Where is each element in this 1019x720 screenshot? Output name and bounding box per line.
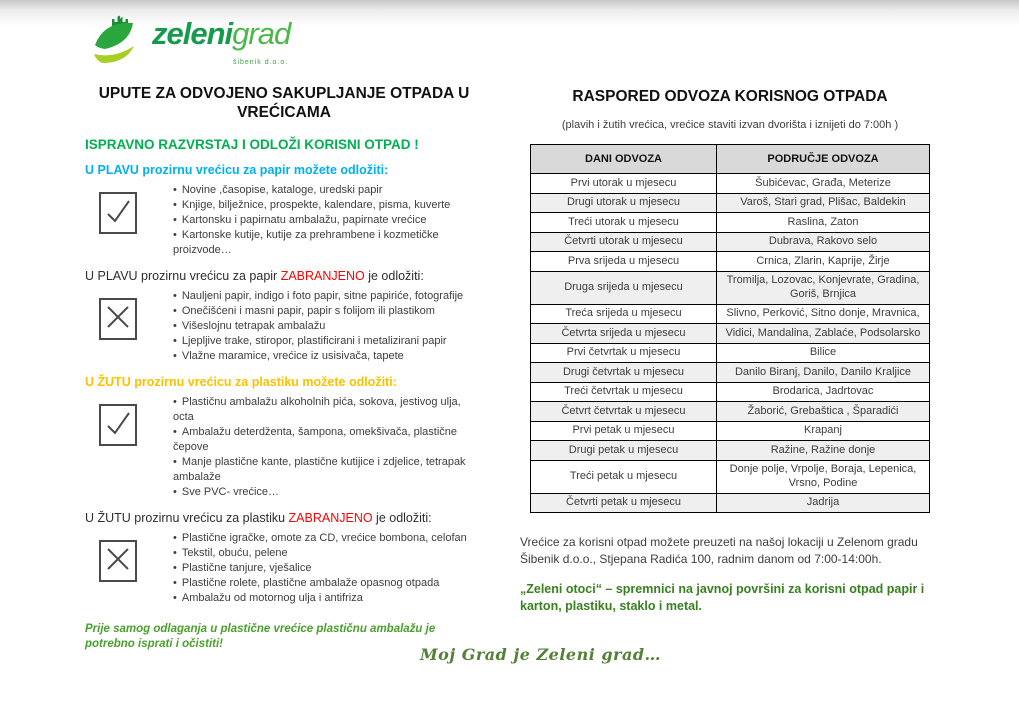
schedule-subtitle: (plavih i žutih vrećica, vrećice staviti izvan dvorišta i iznijeti do 7:00h ) <box>561 119 899 131</box>
instructions-title: UPUTE ZA ODVOJENO SAKUPLJANJE OTPADA U VREĆICAMA <box>98 85 470 121</box>
area-cell: Krapanj <box>717 421 930 441</box>
blue-bag-forbidden-section <box>85 269 483 364</box>
list-item: • Plastične tanjure, vješalice <box>173 561 467 576</box>
day-cell: Treći petak u mjesecu <box>531 460 717 493</box>
day-cell: Prva srijeda u mjesecu <box>531 252 717 272</box>
day-cell: Četvrta srijeda u mjesecu <box>531 324 717 344</box>
schedule-title: RASPORED ODVOZA KORISNOG OTPADA <box>572 88 888 105</box>
table-row <box>531 441 930 461</box>
day-cell: Prvi utorak u mjesecu <box>531 174 717 194</box>
checkmark-icon <box>103 408 133 443</box>
logo-word-zeleni: zeleni <box>152 16 233 51</box>
table-row <box>531 363 930 383</box>
list-item: • Manje plastične kante, plastične kutijice i zdjelice, tetrapak ambalaže <box>173 455 483 485</box>
area-cell: Varoš, Stari grad, Plišac, Baldekin <box>717 193 930 213</box>
list-item: • Onečišćeni i masni papir, papir s folijom ili plastikom <box>173 304 463 319</box>
logo-wordmark <box>152 18 290 78</box>
yellow-bag-allowed-heading: U ŽUTU prozirnu vrećicu za plastiku možete odložiti: <box>85 375 397 389</box>
list-item: • Višeslojnu tetrapak ambalažu <box>173 319 463 334</box>
blue-bag-allowed-items <box>173 183 483 258</box>
area-cell: Šubićevac, Građa, Meterize <box>717 174 930 194</box>
blue-bag-allowed-section <box>85 163 483 258</box>
zeleni-grad-logo <box>88 10 290 78</box>
yellow-bag-allowed-section <box>85 375 483 500</box>
blue-bag-forbidden-items <box>173 289 463 364</box>
table-row <box>531 382 930 402</box>
table-row <box>531 402 930 422</box>
day-cell: Prvi četvrtak u mjesecu <box>531 343 717 363</box>
bag-pickup-info: Vrećice za korisni otpad možete preuzeti na našoj lokaciji u Zelenom gradu Šibenik d.o.o., Stjepana Radića 100, radnim danom od 7:00-14:00h. <box>520 535 918 566</box>
area-cell: Raslina, Zaton <box>717 213 930 233</box>
day-cell: Treća srijeda u mjesecu <box>531 304 717 324</box>
schedule-column <box>520 88 940 615</box>
area-cell: Bilice <box>717 343 930 363</box>
table-row <box>531 460 930 493</box>
list-item: • Kartonske kutije, kutije za prehrambene i kozmetičke proizvode… <box>173 228 483 258</box>
blue-bag-allowed-list-row <box>85 183 483 258</box>
table-row <box>531 304 930 324</box>
table-row <box>531 252 930 272</box>
day-cell: Drugi četvrtak u mjesecu <box>531 363 717 383</box>
yellow-bag-allowed-list-row <box>85 395 483 500</box>
yellow-bag-forbidden-list-row <box>85 531 483 606</box>
heading-suffix: je odložiti: <box>364 269 424 283</box>
day-cell: Druga srijeda u mjesecu <box>531 271 717 304</box>
day-cell: Drugi petak u mjesecu <box>531 441 717 461</box>
table-row <box>531 343 930 363</box>
area-cell: Crnica, Zlarin, Kaprije, Žirje <box>717 252 930 272</box>
day-cell: Četvrti utorak u mjesecu <box>531 232 717 252</box>
checkmark-box <box>99 192 137 234</box>
list-item: • Plastičnu ambalažu alkoholnih pića, sokova, jestivog ulja, octa <box>173 395 483 425</box>
list-item: • Novine ,časopise, kataloge, uredski papir <box>173 183 483 198</box>
cross-icon <box>104 545 132 578</box>
table-row <box>531 271 930 304</box>
list-item: • Tekstil, obuću, pelene <box>173 546 467 561</box>
area-cell: Jadrija <box>717 493 930 513</box>
table-row <box>531 232 930 252</box>
cross-icon <box>104 303 132 336</box>
heading-prefix: U ŽUTU prozirnu vrećicu za plastiku <box>85 511 289 525</box>
day-cell: Drugi utorak u mjesecu <box>531 193 717 213</box>
area-cell: Slivno, Perković, Sitno donje, Mravnica, <box>717 304 930 324</box>
sort-correctly-heading: ISPRAVNO RAZVRSTAJ I ODLOŽI KORISNI OTPAD ! <box>85 137 419 152</box>
yellow-bag-forbidden-items <box>173 531 467 606</box>
cross-box <box>99 540 137 582</box>
list-item: • Knjige, bilježnice, prospekte, kalendare, pisma, kuverte <box>173 198 483 213</box>
blue-bag-forbidden-list-row <box>85 289 483 364</box>
city-slogan: Moj Grad je Zeleni grad… <box>419 645 662 664</box>
area-cell: Žaborić, Grebaštica , Šparadići <box>717 402 930 422</box>
area-cell: Dubrava, Rakovo selo <box>717 232 930 252</box>
checkmark-icon <box>103 196 133 231</box>
blue-bag-allowed-heading: U PLAVU prozirnu vrećicu za papir možete odložiti: <box>85 163 389 177</box>
instructions-column <box>85 84 483 652</box>
area-cell: Brodarica, Jadrtovac <box>717 382 930 402</box>
day-cell: Četvrt četvrtak u mjesecu <box>531 402 717 422</box>
forbidden-keyword: ZABRANJENO <box>280 269 365 283</box>
list-item: • Nauljeni papir, indigo i foto papir, sitne papiriće, fotografije <box>173 289 463 304</box>
day-cell: Treći utorak u mjesecu <box>531 213 717 233</box>
yellow-bag-forbidden-section <box>85 511 483 606</box>
area-cell: Ražine, Ražine donje <box>717 441 930 461</box>
logo-subtitle: šibenik d.o.o. <box>232 59 289 66</box>
green-islands-note: „Zeleni otoci“ – spremnici na javnoj površini za korisni otpad papir i karton, plastiku, staklo i metal. <box>520 582 925 613</box>
list-item: • Ambalažu deterdženta, šampona, omekšivača, plastične čepove <box>173 425 483 455</box>
column-header-days: DANI ODVOZA <box>531 145 717 174</box>
yellow-bag-forbidden-heading <box>85 511 483 526</box>
cross-box <box>99 298 137 340</box>
logo-word-grad: grad <box>232 16 291 51</box>
wash-before-disposal-note: Prije samog odlaganja u plastične vrećice plastičnu ambalažu je potrebno isprati i očistiti! <box>85 623 436 650</box>
table-row <box>531 213 930 233</box>
leaf-city-logo-icon <box>88 10 146 66</box>
day-cell: Prvi petak u mjesecu <box>531 421 717 441</box>
list-item: • Ambalažu od motornog ulja i antifriza <box>173 591 467 606</box>
pickup-schedule-table <box>530 144 930 513</box>
list-item: • Kartonsku i papirnatu ambalažu, papirnate vrećice <box>173 213 483 228</box>
area-cell: Donje polje, Vrpolje, Boraja, Lepenica, Vrsno, Podine <box>717 460 930 493</box>
table-row <box>531 421 930 441</box>
list-item: • Plastične rolete, plastične ambalaže opasnog otpada <box>173 576 467 591</box>
list-item: • Plastične igračke, omote za CD, vrećice bombona, celofan <box>173 531 467 546</box>
list-item: • Vlažne maramice, vrećice iz usisivača, tapete <box>173 349 463 364</box>
area-cell: Tromilja, Lozovac, Konjevrate, Gradina, Goriš, Brnjica <box>717 271 930 304</box>
table-row <box>531 193 930 213</box>
heading-suffix: je odložiti: <box>372 511 432 525</box>
table-row <box>531 493 930 513</box>
table-header-row <box>531 145 930 174</box>
yellow-bag-allowed-items <box>173 395 483 500</box>
table-row <box>531 174 930 194</box>
area-cell: Vidici, Mandalina, Zablaće, Podsolarsko <box>717 324 930 344</box>
heading-prefix: U PLAVU prozirnu vrećicu za papir <box>85 269 281 283</box>
list-item: • Ljepljive trake, stiropor, plastificirani i metalizirani papir <box>173 334 463 349</box>
day-cell: Četvrti petak u mjesecu <box>531 493 717 513</box>
day-cell: Treći četvrtak u mjesecu <box>531 382 717 402</box>
checkmark-box <box>99 404 137 446</box>
forbidden-keyword: ZABRANJENO <box>288 511 373 525</box>
list-item: • Sve PVC- vrećice… <box>173 485 483 500</box>
column-header-areas: PODRUČJE ODVOZA <box>717 145 930 174</box>
blue-bag-forbidden-heading <box>85 269 483 284</box>
area-cell: Danilo Biranj, Danilo, Danilo Kraljice <box>717 363 930 383</box>
table-row <box>531 324 930 344</box>
